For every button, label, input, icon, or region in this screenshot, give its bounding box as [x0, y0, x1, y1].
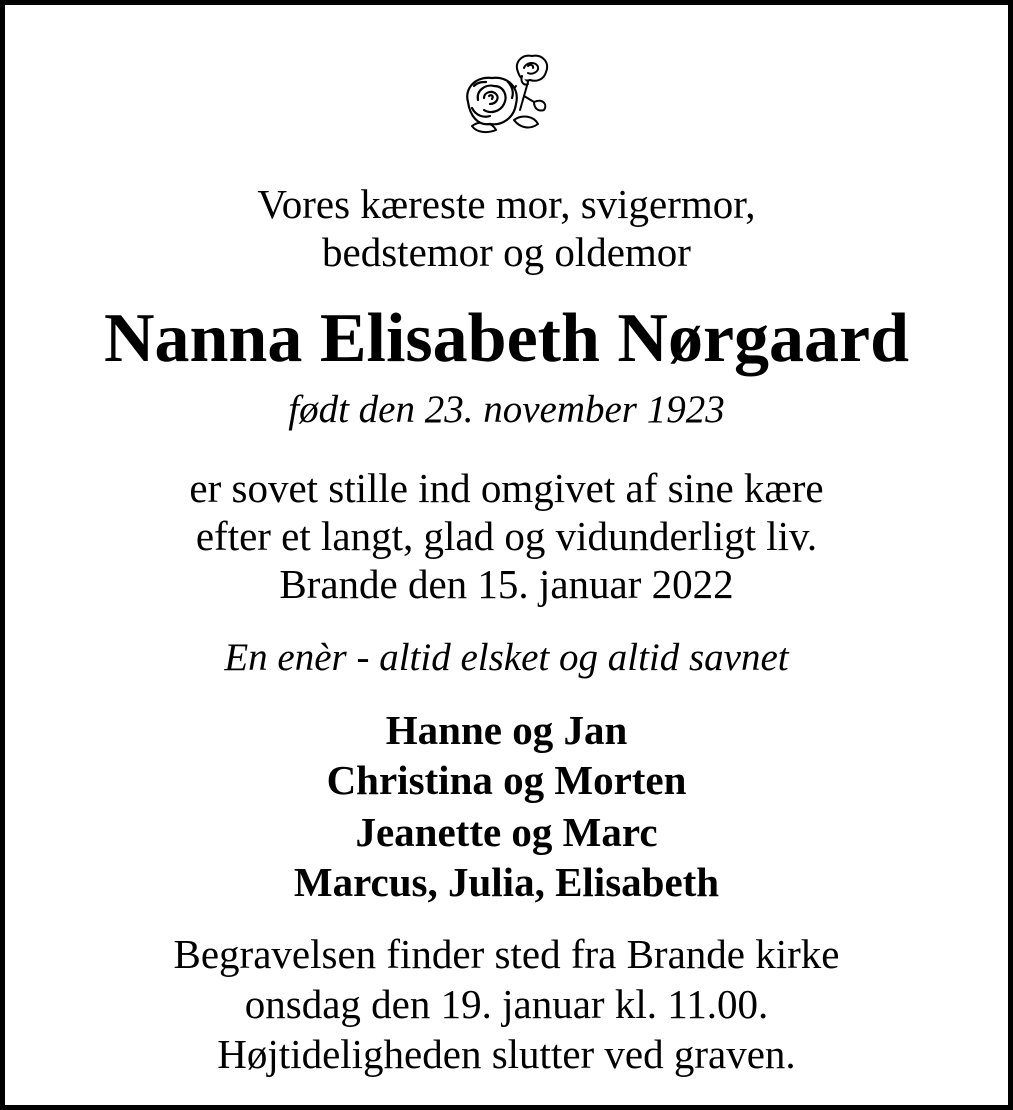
deceased-name: Nanna Elisabeth Nørgaard: [103, 300, 910, 377]
funeral-line: onsdag den 19. januar kl. 11.00.: [244, 981, 769, 1027]
funeral-line: Begravelsen finder sted fra Brande kirke: [173, 931, 840, 977]
family-line: Marcus, Julia, Elisabeth: [293, 859, 720, 905]
birth-date: født den 23. november 1923: [288, 388, 725, 431]
motto: En enèr - altid elsket og altid savnet: [224, 636, 789, 679]
family-line: Christina og Morten: [326, 757, 687, 803]
message-line: Brande den 15. januar 2022: [279, 561, 734, 607]
message-line: efter et langt, glad og vidunderligt liv.: [195, 513, 818, 559]
family-line: Hanne og Jan: [385, 707, 628, 753]
rose-icon: [462, 52, 554, 136]
intro-line: Vores kæreste mor, svigermor,: [257, 181, 756, 227]
message-line: er sovet stille ind omgivet af sine kære: [189, 465, 824, 511]
funeral-line: Højtideligheden slutter ved graven.: [217, 1031, 796, 1077]
family-line: Jeanette og Marc: [355, 809, 658, 855]
intro-line: bedstemor og oldemor: [322, 229, 691, 275]
